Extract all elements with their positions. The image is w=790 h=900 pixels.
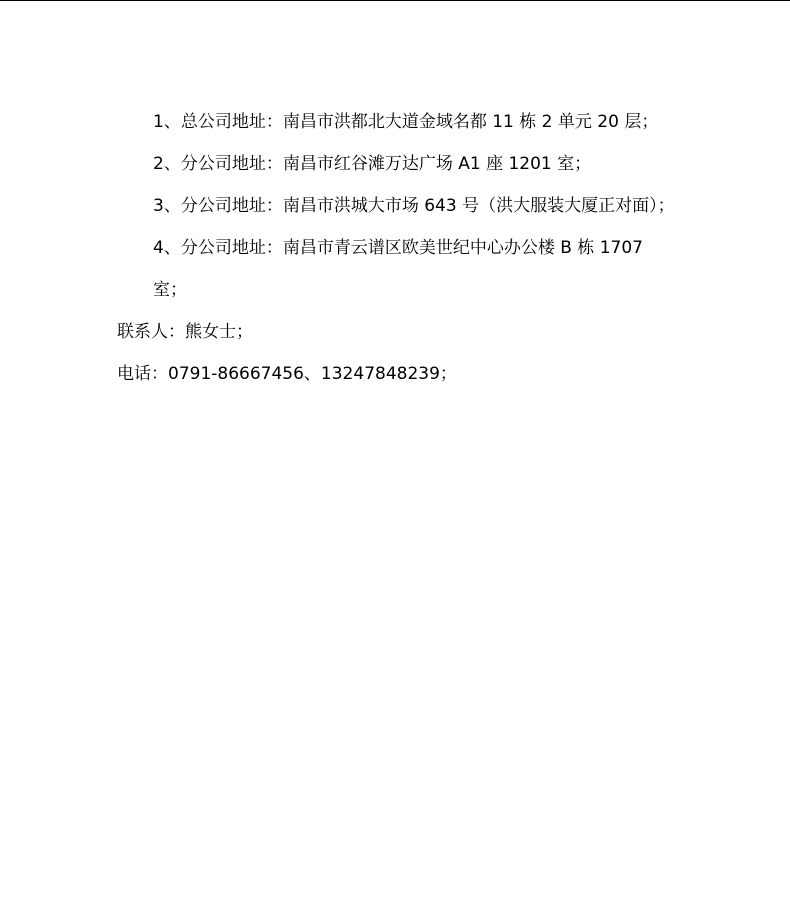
phone-numbers: 电话：0791-86667456、13247848239；	[117, 364, 457, 384]
document-body	[117, 101, 677, 395]
address-item-1: 1、总公司地址：南昌市洪都北大道金域名都 11 栋 2 单元 20 层；	[153, 112, 659, 132]
address-item-2: 2、分公司地址：南昌市红谷滩万达广场 A1 座 1201 室；	[153, 154, 592, 174]
address-item-3: 3、分公司地址：南昌市洪城大市场 643 号（洪大服装大厦正对面）；	[153, 196, 675, 216]
contact-person: 联系人：熊女士；	[117, 322, 253, 342]
address-item-4: 4、分公司地址：南昌市青云谱区欧美世纪中心办公楼 B 栋 1707 室；	[153, 238, 643, 300]
top-border-line	[0, 0, 790, 1]
